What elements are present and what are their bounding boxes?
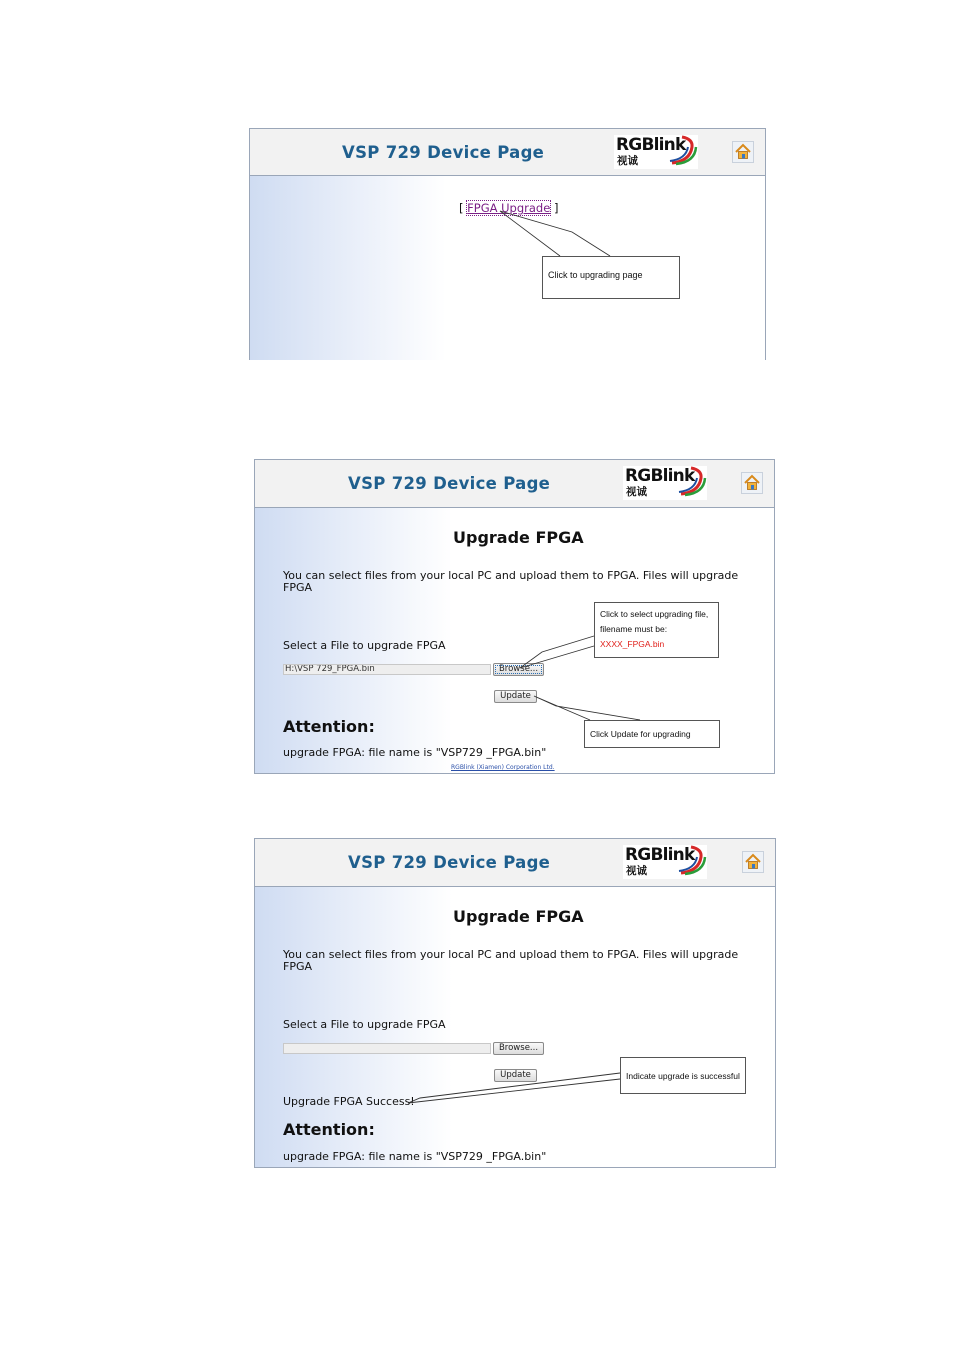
home-icon[interactable] <box>742 851 764 873</box>
page-title: VSP 729 Device Page <box>342 143 545 162</box>
attention-note: upgrade FPGA: file name is "VSP729 _FPGA.bin" <box>283 1150 547 1163</box>
page-title: VSP 729 Device Page <box>348 474 551 493</box>
rgblink-logo: RGBlink 视诚 <box>623 466 707 500</box>
page-title: VSP 729 Device Page <box>348 853 551 872</box>
home-icon[interactable] <box>741 472 763 494</box>
filename-format-text: XXXX_FPGA.bin <box>600 639 665 649</box>
file-path-input[interactable] <box>283 1043 491 1054</box>
description-line-2: FPGA <box>283 960 313 973</box>
select-file-label: Select a File to upgrade FPGA <box>283 639 446 652</box>
update-button[interactable]: Update <box>494 1069 537 1082</box>
upgrade-heading: Upgrade FPGA <box>453 528 584 547</box>
select-file-label: Select a File to upgrade FPGA <box>283 1018 446 1031</box>
fpga-upgrade-link[interactable]: FPGA Upgrade <box>467 201 551 215</box>
upgrade-success-message: Upgrade FPGA Success! <box>283 1095 415 1108</box>
attention-heading: Attention: <box>283 1120 375 1139</box>
callout-success: Indicate upgrade is successful <box>620 1057 746 1094</box>
home-icon[interactable] <box>732 141 754 163</box>
fpga-upgrade-link-row: [ FPGA Upgrade ] <box>459 201 559 215</box>
rgblink-logo: RGBlink 视诚 <box>623 845 707 879</box>
callout-select-file: Click to select upgrading file, filename must be: XXXX_FPGA.bin <box>594 602 719 658</box>
callout-upgrade-page: Click to upgrading page <box>542 256 680 299</box>
attention-heading: Attention: <box>283 717 375 736</box>
rgblink-logo: RGBlink 视诚 <box>614 135 698 169</box>
update-button[interactable]: Update <box>494 690 537 703</box>
description-line-2: FPGA <box>283 581 313 594</box>
attention-note: upgrade FPGA: file name is "VSP729 _FPGA.bin" <box>283 746 547 759</box>
footer-company-link[interactable]: RGBlink (Xiamen) Corporation Ltd. <box>451 764 555 771</box>
page-header <box>250 129 765 176</box>
description-line-1: You can select files from your local PC and upload them to FPGA. Files will upgrade <box>283 569 739 582</box>
description-line-1: You can select files from your local PC and upload them to FPGA. Files will upgrade <box>283 948 739 961</box>
page-header <box>255 839 775 887</box>
upgrade-heading: Upgrade FPGA <box>453 907 584 926</box>
file-path-input[interactable]: H:\VSP 729_FPGA.bin <box>283 664 491 675</box>
device-page-panel-1 <box>249 128 766 360</box>
callout-update: Click Update for upgrading <box>584 720 720 748</box>
device-page-panel-3 <box>254 838 776 1168</box>
page-header <box>255 460 774 508</box>
browse-button[interactable]: Browse... <box>493 663 544 676</box>
browse-button[interactable]: Browse... <box>493 1042 544 1055</box>
